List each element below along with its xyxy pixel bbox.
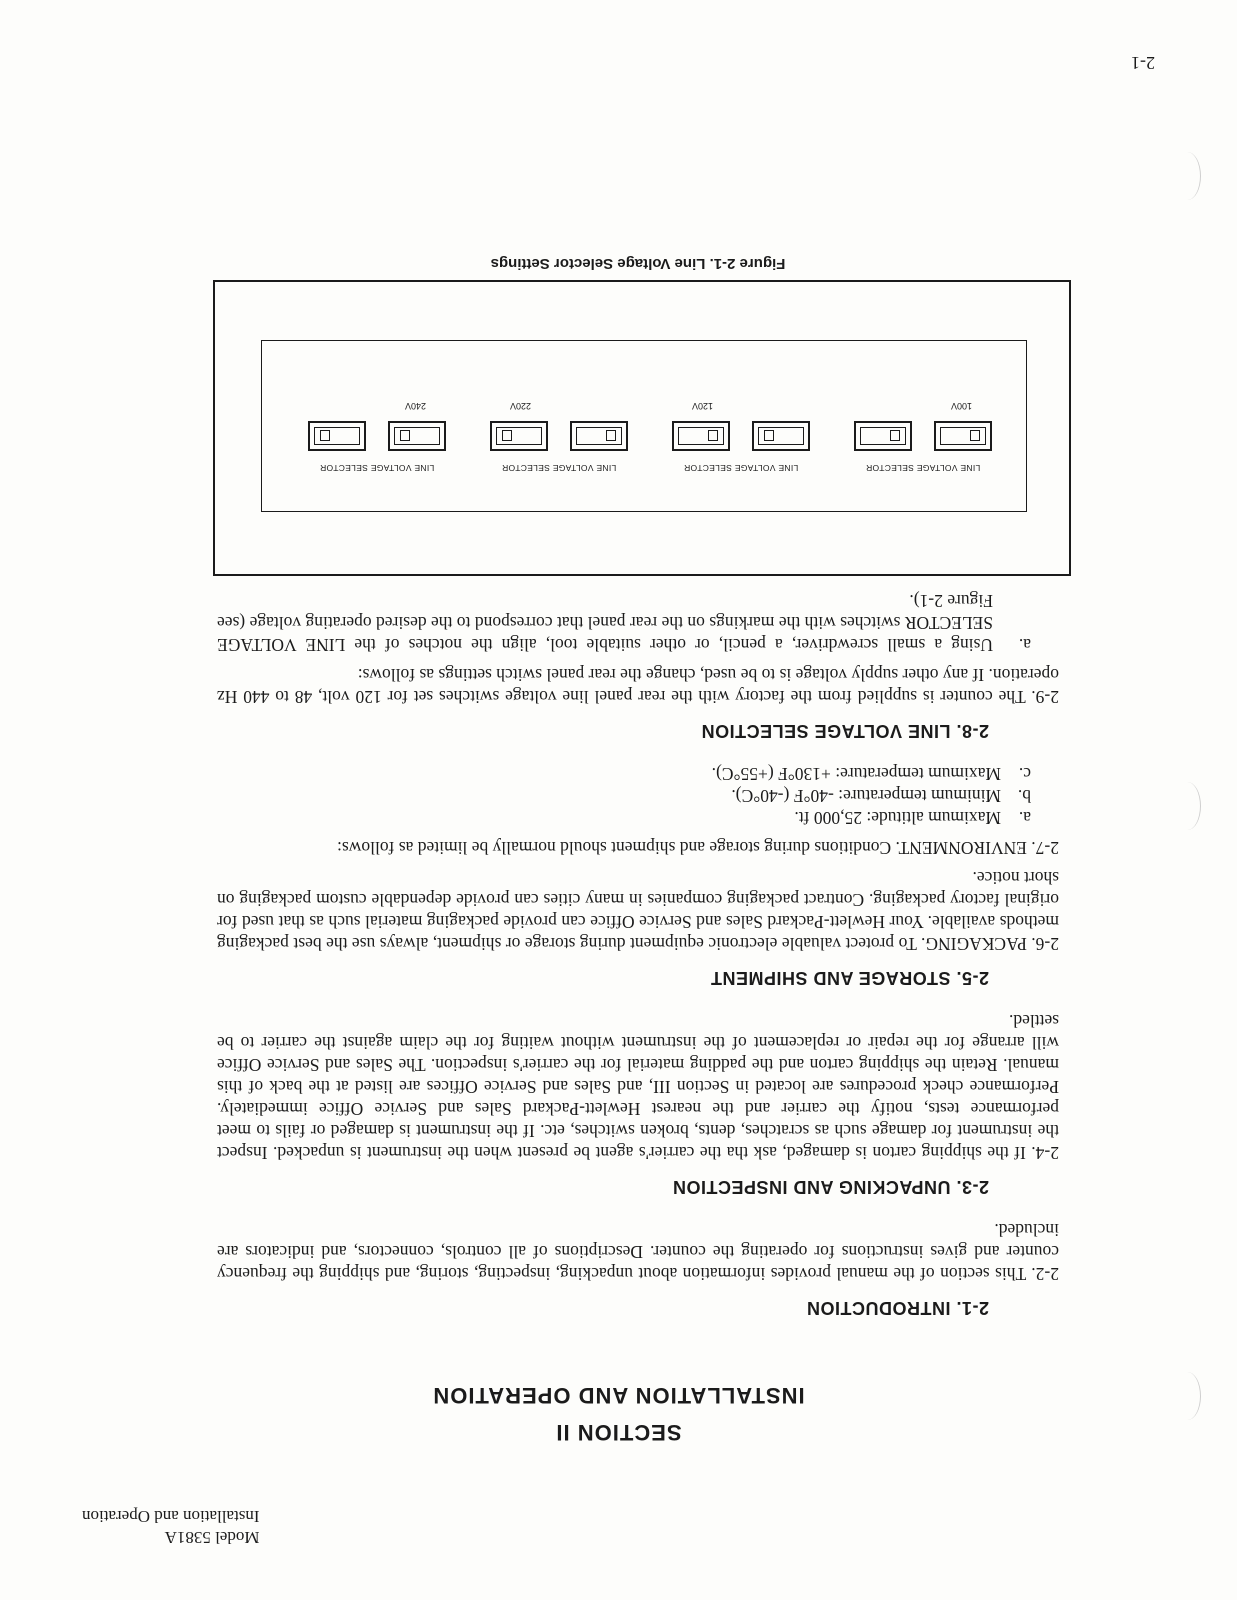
paragraph-2-6: 2-6. PACKAGING. To protect valuable electronic equipment during storage or shipment, always use the best packaging methods available. Your Hewlett-Packard Sales and Service Office can provide packaging material such as that used for original factory packaging. Contract packaging companies in many cities can provide dependable custom packaging on short notice. xyxy=(217,868,1059,954)
binder-hole xyxy=(1174,152,1201,200)
figure-caption: Figure 2-1. Line Voltage Selector Settings xyxy=(490,255,786,272)
heading-introduction: 2-1. INTRODUCTION xyxy=(806,1298,989,1318)
selector-group xyxy=(302,401,452,473)
paragraph-2-2: 2-2. This section of the manual provides information about unpacking, inspecting, storing, and shipping the frequency counter and gives instructions for operating the counter. Descriptions of all controls, connectors, and indicators are included. xyxy=(217,1220,1059,1284)
selector-group xyxy=(666,401,816,473)
selector-label: LINE VOLTAGE SELECTOR xyxy=(501,463,617,473)
model-label: Model 5381A xyxy=(164,1528,260,1547)
section-subtitle: INSTALLATION AND OPERATION xyxy=(432,1383,805,1408)
selector-switch xyxy=(308,421,366,451)
voltage-label: 240V xyxy=(404,401,426,411)
selector-switch xyxy=(672,421,730,451)
list-item: c. Maximum temperature: +130°F (+55°C). xyxy=(711,764,1031,784)
selector-switch xyxy=(934,421,992,451)
header-subtitle: Installation and Operation xyxy=(82,1507,260,1526)
rear-panel xyxy=(261,340,1027,512)
step-a: a. Using a small screwdriver, a pencil, or other suitable tool, align the notches of the LINE VOLTAGE SELECTOR switches with the markings on the rear panel that correspond to the desired operating voltage (see Figure 2-1). xyxy=(217,591,1031,655)
selector-group xyxy=(484,401,634,473)
voltage-label: 120V xyxy=(692,401,714,411)
heading-line-voltage: 2-8. LINE VOLTAGE SELECTION xyxy=(701,721,989,741)
paragraph-2-4: 2-4. If the shipping carton is damaged, ask tha the carrier's agent be present when the instrument is unpacked. Inspect the instrument for damage such as scratches, dents, broken switches, etc. If the instrument is damaged or fails to meet performance tests, notify the carrier and the nearest Hewlett-Packard Sales and Service Office immediately. Performance check procedures are located in Section III, and Sales and Service Offices are listed at the back of this manual. Retain the shipping carton and the padding material for the carrier's inspection. The Sales and Service Office will arrange for the repair or replacement of the instrument without waiting for the claim against the carrier to be settled. xyxy=(217,1011,1059,1163)
heading-unpacking: 2-3. UNPACKING AND INSPECTION xyxy=(672,1177,989,1197)
selector-label: LINE VOLTAGE SELECTOR xyxy=(319,463,435,473)
page-header xyxy=(82,1506,260,1548)
environment-list xyxy=(217,763,1031,829)
selector-label: LINE VOLTAGE SELECTOR xyxy=(865,463,981,473)
heading-storage: 2-5. STORAGE AND SHIPMENT xyxy=(710,968,989,988)
page-number: 2-1 xyxy=(1131,53,1155,73)
figure-line-voltage-selector xyxy=(213,280,1071,576)
selector-group xyxy=(848,401,998,473)
binder-hole xyxy=(1174,1372,1201,1420)
selector-switch xyxy=(570,421,628,451)
paragraph-2-7: 2-7. ENVIRONMENT. Conditions during storage and shipment should normally be limited as follows: xyxy=(337,838,1059,858)
selector-switch xyxy=(752,421,810,451)
paragraph-2-9: 2-9. The counter is supplied from the factory with the rear panel line voltage switches set for 120 volt, 48 to 440 Hz operation. If any other supply voltage is to be used, change the rear panel switch settings as follows: xyxy=(217,665,1059,707)
binder-hole xyxy=(1174,782,1201,830)
list-item: b. Minimum temperature: -40°F (-40°C). xyxy=(731,786,1031,806)
list-item: a. Maximum altitude: 25,000 ft. xyxy=(794,808,1031,828)
selector-switch xyxy=(388,421,446,451)
selector-label: LINE VOLTAGE SELECTOR xyxy=(683,463,799,473)
selector-switch xyxy=(490,421,548,451)
voltage-label: 100V xyxy=(950,401,972,411)
voltage-label: 220V xyxy=(510,401,532,411)
section-title: SECTION II xyxy=(555,1420,682,1445)
body-content xyxy=(217,255,1059,1340)
selector-switch xyxy=(854,421,912,451)
